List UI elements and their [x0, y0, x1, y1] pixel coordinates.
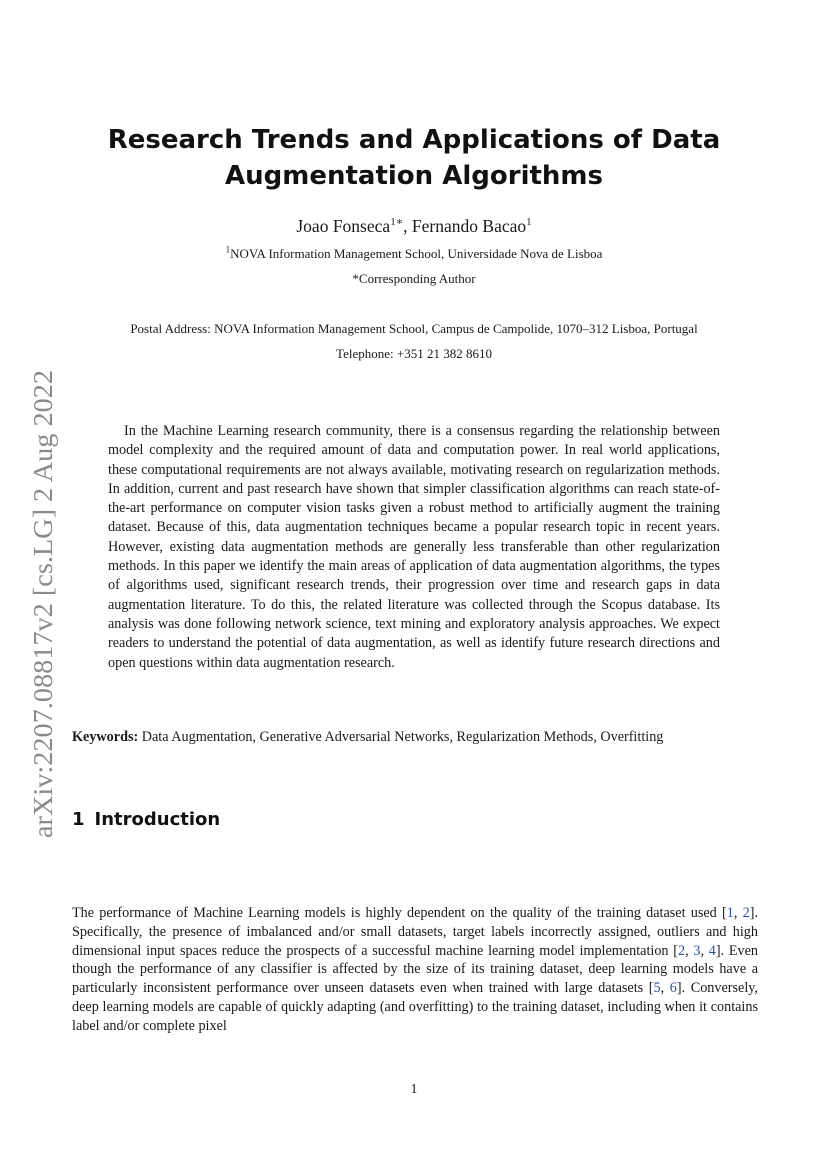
body-text: ]. Conversely, deep learning models are capable of quickly adapting (and overfitting) to the training dataset, including when it contains label and/or complete pixel — [72, 980, 758, 1034]
citation-link[interactable]: 4 — [708, 942, 716, 959]
body-text: ]. Specifically, the presence of imbalanced and/or small datasets, target labels incorrectly assigned, outliers and high dimensional input spaces reduce the prospects of a successful machine learning model implementation [ — [72, 905, 759, 959]
author-affiliation-mark: 1 — [526, 216, 532, 229]
body-text: ]. Even though the performance of any classifier is affected by the size of its training dataset, deep learning models have a particularly inconsistent performance over unseen datasets even when trained with large datasets [ — [72, 942, 758, 997]
affiliation-text: NOVA Information Management School, Universidade Nova de Lisboa — [230, 246, 603, 261]
affiliation-mark: 1 — [225, 244, 231, 255]
section-heading — [72, 808, 220, 832]
arxiv-stamp-text: arXiv:2207.08817v2 [cs.LG] 2 Aug 2022 — [27, 382, 58, 838]
author-name: Joao Fonseca — [296, 216, 391, 236]
keywords-label: Keywords: — [72, 729, 139, 745]
introduction-paragraph — [72, 904, 758, 1036]
section-number: 1 — [72, 809, 85, 830]
citation-link[interactable]: 1 — [726, 905, 734, 921]
body-text: , — [685, 942, 694, 959]
affiliation — [80, 245, 748, 263]
postal-address: Postal Address: NOVA Information Management School, Campus de Campolide, 1070–312 Lisboa, Portugal — [130, 321, 698, 336]
body-text: , — [733, 905, 743, 921]
body-text: , — [700, 942, 709, 959]
citation-link[interactable]: 2 — [742, 905, 750, 921]
arxiv-identifier-stamp — [8, 364, 64, 844]
citation-link[interactable]: 6 — [669, 980, 677, 997]
citation-link[interactable]: 5 — [653, 980, 661, 997]
paper-title: Research Trends and Applications of Data Augmentation Algorithms — [107, 125, 721, 191]
body-text: , — [660, 980, 670, 997]
citation-link[interactable]: 2 — [677, 942, 686, 959]
keywords — [72, 728, 758, 747]
author-affiliation-mark: 1∗ — [390, 216, 404, 229]
citation-link[interactable]: 3 — [693, 942, 701, 959]
keywords-text: Data Augmentation, Generative Adversarial Networks, Regularization Methods, Overfitting — [141, 729, 664, 745]
author-line — [120, 214, 708, 238]
abstract: In the Machine Learning research community, there is a consensus regarding the relationship between model complexity and the required amount of data and computation power. In real world applications, these computational requirements are not always available, motivating research on regularization methods. In addition, current and past research have shown that simpler classification algorithms can reach state-of-the-art performance on computer vision tasks given a robust method to artificially augment the training dataset. Because of this, data augmentation techniques became a popular research topic in recent years. However, existing data augmentation methods are generally less transferable than other regularization methods. In this paper we identify the main areas of application of data augmentation algorithms, the types of algorithms used, significant research trends, their progression over time and research gaps in data augmentation literature. To do this, the related literature was collected through the Scopus database. Its analysis was done following network science, text mining and exploratory analysis approaches. We expect readers to understand the potential of data augmentation, as well as identify future research directions and open questions within data augmentation research. — [108, 423, 720, 671]
section-title: Introduction — [94, 809, 221, 830]
author-name: Fernando Bacao — [411, 216, 527, 236]
author-separator: , — [403, 216, 412, 236]
body-text: The performance of Machine Learning models is highly dependent on the quality of the training dataset used [ — [72, 905, 727, 921]
page-number: 1 — [410, 1082, 418, 1097]
corresponding-author-note: *Corresponding Author — [352, 271, 476, 286]
telephone: Telephone: +351 21 382 8610 — [336, 346, 492, 361]
